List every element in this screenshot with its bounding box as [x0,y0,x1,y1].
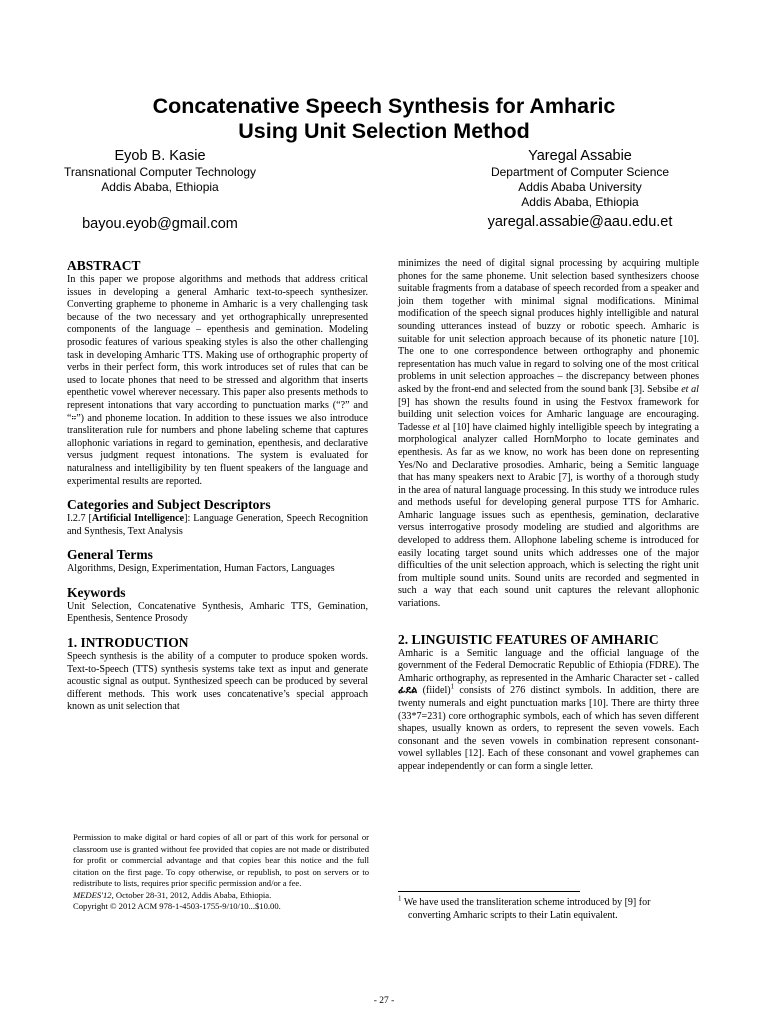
title-line-2: Using Unit Selection Method [238,119,530,143]
footnote-line-1: $^1$ We have used the transliteration scheme introduced by [9] for [398,894,651,908]
venue-line: MEDES'12, October 28-31, 2012, Addis Ababa, Ethiopia. [73,889,272,900]
copyright-line: Copyright © 2012 ACM 978-1-4503-1755-9/10/10...$10.00. [73,901,281,911]
author-university: Addis Ababa University [518,180,642,194]
general-terms-heading: General Terms [67,547,153,563]
general-terms-text: Algorithms, Design, Experimentation, Human Factors, Languages [67,563,335,575]
author-location: Addis Ababa, Ethiopia [521,195,639,209]
introduction-text: Speech synthesis is the ability of a computer to produce spoken words. Text-to-Speech (TTS) synthesis systems take text as input and generate acoustic signal as output. Synthesized speech can be produced by several different methods. This work uses concatenative’s special approach known as unit selection that [67,651,368,713]
author-name: Eyob B. Kasie [114,148,206,164]
author-affiliation: Department of Computer Science [490,165,670,179]
permission-text: Permission to make digital or hard copies of all or part of this work for personal or classroom use is granted without fee provided that copies are not made or distributed for profit or commercial advantage and that copies bear this notice and the full citation on the first page. To copy otherwise, or republish, to post on servers or to redistribute to lists, requires prior specific permission and/or a fee. [73,832,369,888]
categories-heading: Categories and Subject Descriptors [67,497,271,513]
categories-bold: Artificial Intelligence [91,513,185,525]
abstract-text: In this paper we propose algorithms and methods that address critical issues in developing a general Amharic text-to-speech synthesizer. Converting grapheme to phoneme in Amharic is a very challenging task because of the two necessary and yet orthographically unrepresented components of the language – epenthesis and gemination. Modeling prosodic features of various speaking styles is also the other challenging task in developing Amharic TTS. Making use of orthographic property of verbs in their perfect form, this work introduces set of rules that can be used to locate phones that need to be stressed and algorithm that inserts epenthetic vowel wherever necessary. This paper also presents methods to represent intonations that vary according to punctuation marks (“?” and “።”) and phoneme location. In addition to these issues we also introduce transliteration rule for numbers and phone labeling scheme that captures allophonic variations in regard to gemination, epenthesis, and declarative versus judgment request intonations. The system is evaluated for naturalness and intelligibility by ten fluent speakers of the language and experimental results are reported. [67,274,368,487]
title-line-1: Concatenative Speech Synthesis for Amharic [152,94,616,118]
author-name: Yaregal Assabie [528,148,632,164]
fidel-word: ፊደል [398,685,418,697]
author-email: bayou.eyob@gmail.com [82,216,238,232]
right-column [398,258,699,774]
author-affiliation: Transnational Computer Technology [63,165,257,179]
author-block-2 [470,148,690,231]
categories-text: I.2.7 [Artificial Intelligence]: Language Generation, Speech Recognition and Synthesis, Text Analysis [67,513,369,537]
footnote [398,894,698,922]
keywords-heading: Keywords [67,584,126,600]
author-block-1 [60,148,260,233]
intro-continuation: minimizes the need of digital signal processing by acquiring multiple phones for the same phoneme. Unit selection based synthesizers choose suitable fragments from a database of speech recorded from a speaker and join them together with minimal signal modifications. Minimal modification of the speech signal produces highly intelligible and natural sounding utterances instead of buzzy or robotic speech. Amharic is suitable for unit selection approach because of its phonetic nature [10]. The one to one correspondence between orthography and phonemic representation has much value in regard to solving one of the most critical problems in unit selection approaches – the discrepancy between phones asked by the front-end and selected from the sound bank [3]. Sebsibe et al [9] has shown the results found in using the Festvox framework for building unit selection voices for Amharic language are encouraging. Tadesse et al [10] have claimed highly intelligible speech by integrating a morphological analyzer called HornMorpho to locate geminates and epenthesis. As far as we know, no work has been done on representing Yes/No and Declarative prosodies. Amharic, being a Semitic language that has many speakers next to Arabic [7], is worthy of a thorough study in the area of natural language processing. In this study we introduce rules and methods useful for developing general purpose TTS for Amharic. Amharic language issues such as epenthesis, gemination, declarative versus interrogative prosody modeling are studied and algorithms are developed to address them. Allophone labeling scheme is introduced for easily locating target sound units which addresses one of the major difficulties of the unit selection approach, which is selecting the right unit from multiple sound units. Sound units are recorded and segmented in such a way that each sound unit captures the relevant allophonic variations. [398,258,699,610]
abstract-heading: ABSTRACT [67,258,141,273]
page-number: - 27 - [373,996,395,1006]
author-location: Addis Ababa, Ethiopia [101,180,219,194]
keywords-text: Unit Selection, Concatenative Synthesis, Amharic TTS, Gemination, Epenthesis, Sentence Prosody [67,600,368,625]
footnote-line-2: converting Amharic scripts to their Latin equivalent. [408,909,618,921]
author-email: yaregal.assabie@aau.edu.et [487,214,673,230]
left-column [67,258,368,714]
paper-title [0,94,768,144]
footnote-ref: 1 [450,683,455,692]
section2-text: Amharic is a Semitic language and the official language of the government of the Federal Democratic Republic of Ethiopia (FDRE). The Amharic orthography, as represented in the Amharic Character set - called ፊደል (fiidel)$^1$ consists of 276 distinct symbols. In addition, there are twenty numerals and eight punctuation marks [10]. There are thirty three (33*7=231) core orthographic symbols, each of which has seven different shapes, usually known as orders, to represent the seven vowels. Each consonant and the seven vowels in combination represent consonant-vowel syllables [12]. Each of these consonant and vowel graphemes can appear independently or can form a single letter. [398,647,699,772]
footnote-rule [398,891,580,892]
permission-notice [73,832,369,913]
introduction-heading: 1. INTRODUCTION [67,635,189,651]
section2-heading: 2. LINGUISTIC FEATURES OF AMHARIC [398,631,659,647]
